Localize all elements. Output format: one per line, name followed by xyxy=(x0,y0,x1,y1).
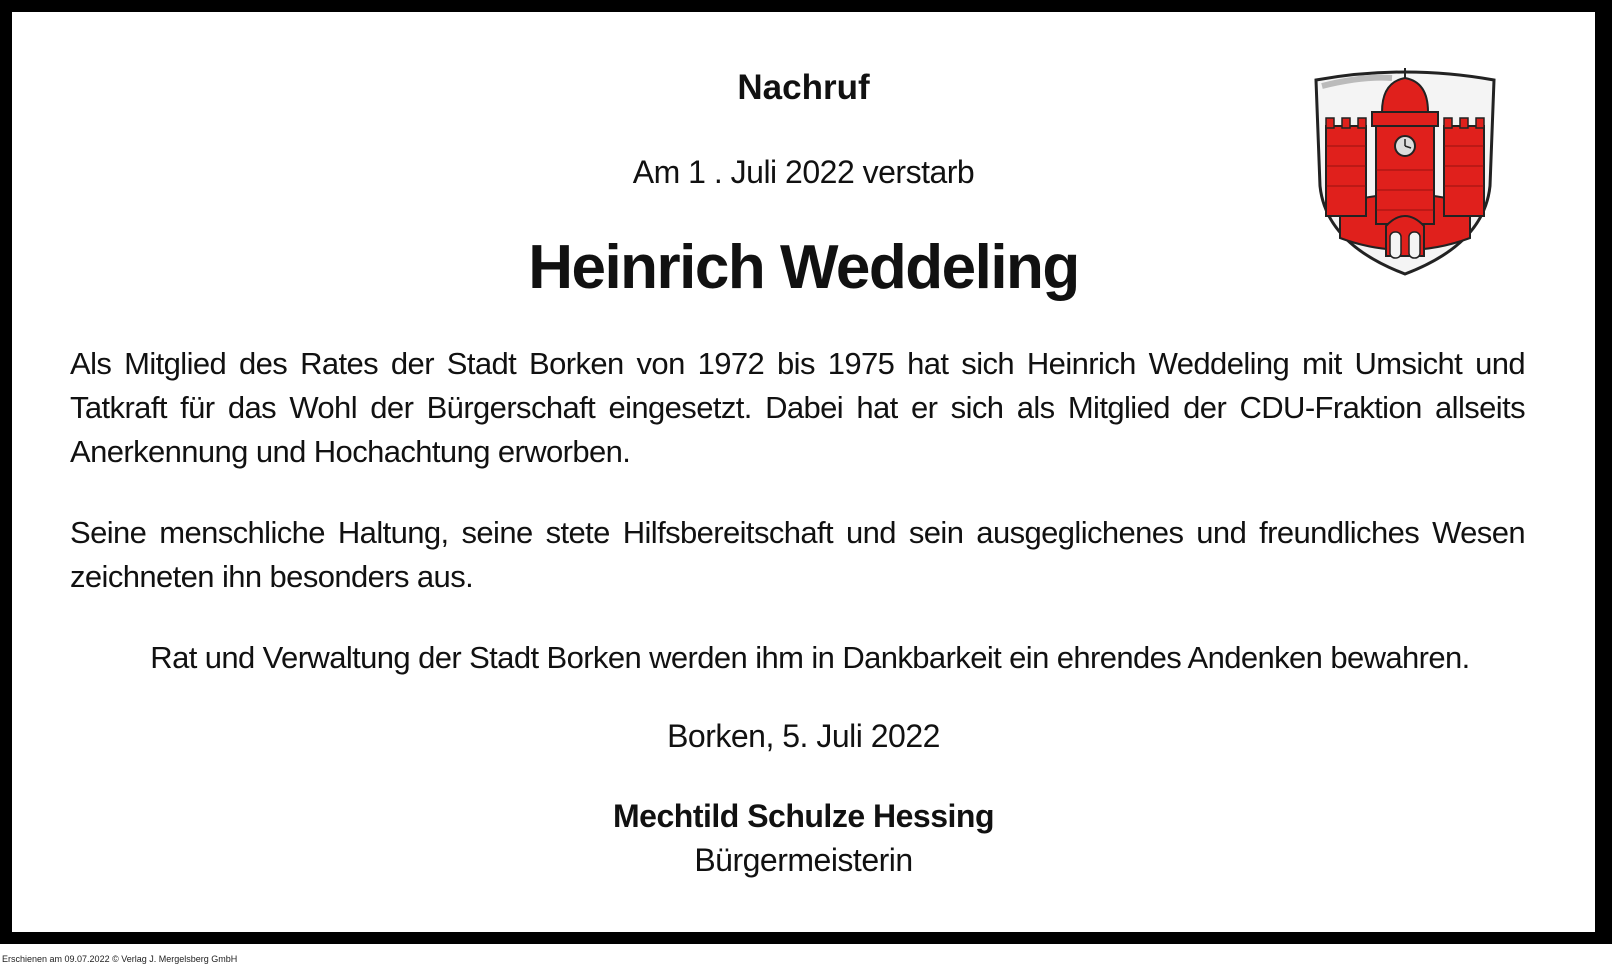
notice-heading: Nachruf xyxy=(737,68,870,107)
place-date: Borken, 5. Juli 2022 xyxy=(667,718,940,754)
borken-coat-of-arms-icon xyxy=(1312,66,1498,278)
death-date-line: Am 1 . Juli 2022 verstarb xyxy=(632,154,975,190)
signatory-role: Bürgermeisterin xyxy=(694,842,913,878)
deceased-name: Heinrich Weddeling xyxy=(528,233,1079,302)
signatory-name: Mechtild Schulze Hessing xyxy=(613,798,994,834)
paragraph-council-service: Als Mitglied des Rates der Stadt Borken von 1972 bis 1975 hat sich Heinrich Weddeling mit Umsicht und Tatkraft für das Wohl der Bürgerschaft eingesetzt. Dabei hat er sich als Mitglied der CDU-Fraktion allseits Anerkennung und Hochachtung erworben. xyxy=(70,346,1525,469)
obituary-notice xyxy=(12,12,1595,932)
paragraph-character: Seine menschliche Haltung, seine stete Hilfsbereitschaft und sein ausgeglichenes und freundliches Wesen zeichneten ihn besonders aus. xyxy=(70,515,1525,594)
paragraph-remembrance: Rat und Verwaltung der Stadt Borken werden ihm in Dankbarkeit ein ehrendes Andenken bewahren. xyxy=(150,640,1470,675)
publication-footer: Erschienen am 09.07.2022 © Verlag J. Mergelsberg GmbH xyxy=(2,954,238,964)
